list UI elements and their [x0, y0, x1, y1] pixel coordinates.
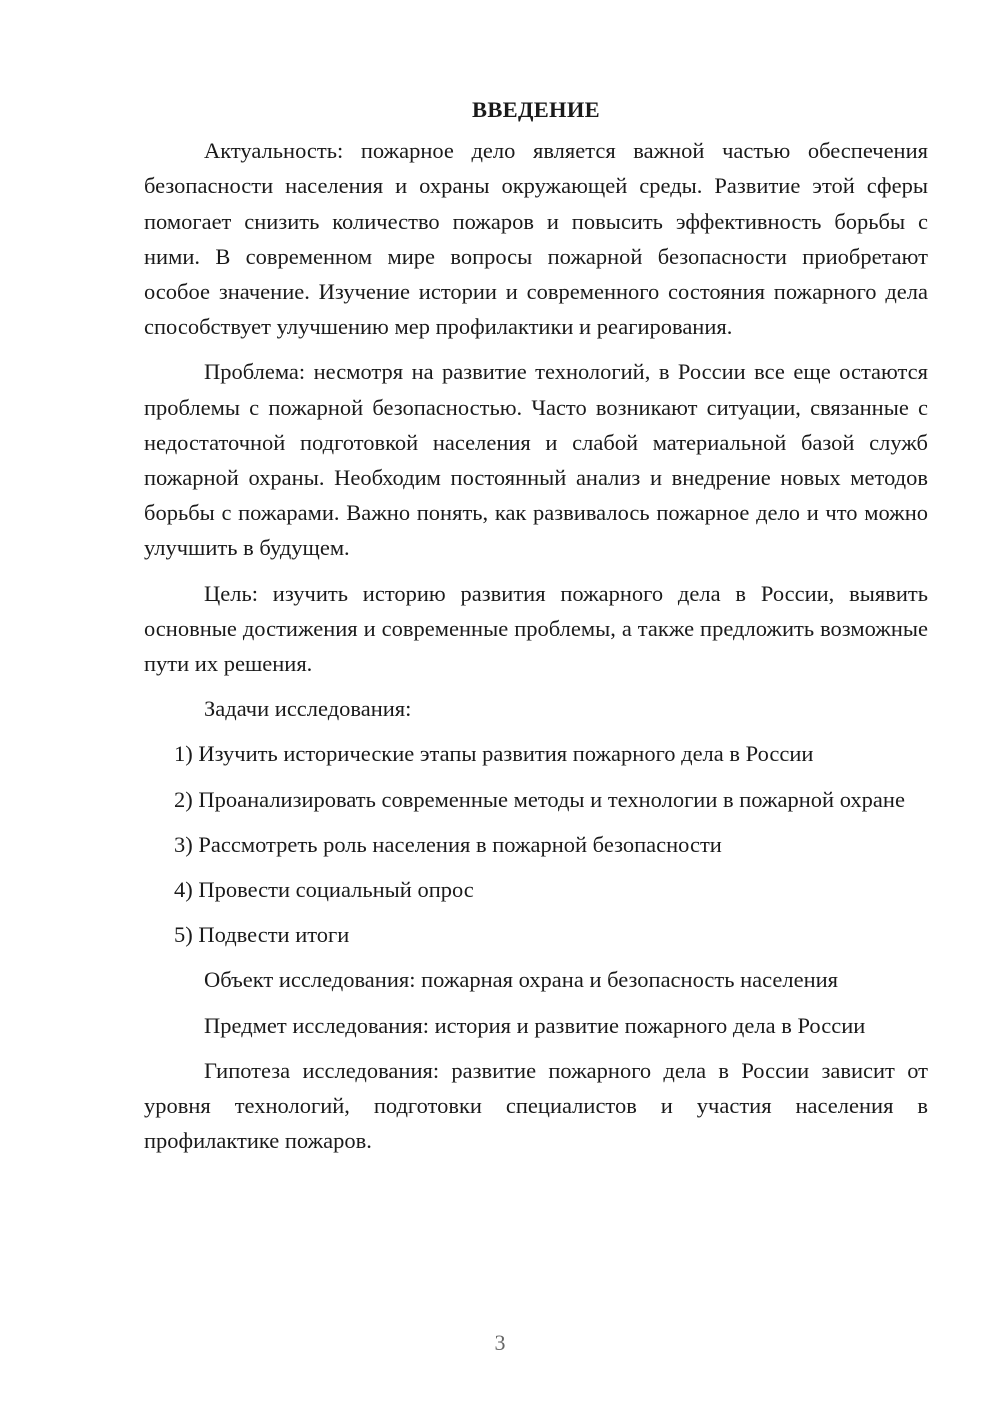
tasks-list: [144, 736, 928, 952]
document-page: [144, 92, 928, 1168]
list-item-task-2: 2) Проанализировать современные методы и технологии в пожарной охране: [174, 786, 905, 812]
paragraph-subject: Предмет исследования: история и развитие пожарного дела в России: [204, 1012, 866, 1038]
paragraph-relevance: Актуальность: пожарное дело является важной частью обеспечения безопасности населения и охраны окружающей среды. Развитие этой сферы помогает снизить количество пожаров и повысить эффективность борьбы с ними. В современном мире вопросы пожарной безопасности приобретают особое значение. Изучение истории и современного состояния пожарного дела способствует улучшению мер профилактики и реагирования.: [144, 138, 928, 340]
list-item-task-1: 1) Изучить исторические этапы развития пожарного дела в России: [174, 741, 814, 767]
page-number: 3: [494, 1330, 506, 1355]
section-title: ВВЕДЕНИЕ: [472, 97, 600, 122]
list-item-task-4: 4) Провести социальный опрос: [174, 877, 474, 903]
paragraph-problem: Проблема: несмотря на развитие технологий, в России все еще остаются проблемы с пожарной безопасностью. Часто возникают ситуации, связанные с недостаточной подготовкой населения и слабой материальной базой служб пожарной охраны. Необходим постоянный анализ и внедрение новых методов борьбы с пожарами. Важно понять, как развивалось пожарное дело и что можно улучшить в будущем.: [144, 359, 928, 561]
tasks-heading: Задачи исследования:: [204, 696, 412, 722]
paragraph-goal: Цель: изучить историю развития пожарного дела в России, выявить основные достижения и современные проблемы, а также предложить возможные пути их решения.: [144, 580, 928, 677]
list-item-task-3: 3) Рассмотреть роль населения в пожарной безопасности: [174, 831, 722, 857]
paragraph-object: Объект исследования: пожарная охрана и безопасность населения: [204, 967, 839, 993]
list-item-task-5: 5) Подвести итоги: [174, 922, 350, 948]
paragraph-hypothesis: Гипотеза исследования: развитие пожарного дела в России зависит от уровня технологий, подготовки специалистов и участия населения в профилактике пожаров.: [144, 1057, 928, 1154]
